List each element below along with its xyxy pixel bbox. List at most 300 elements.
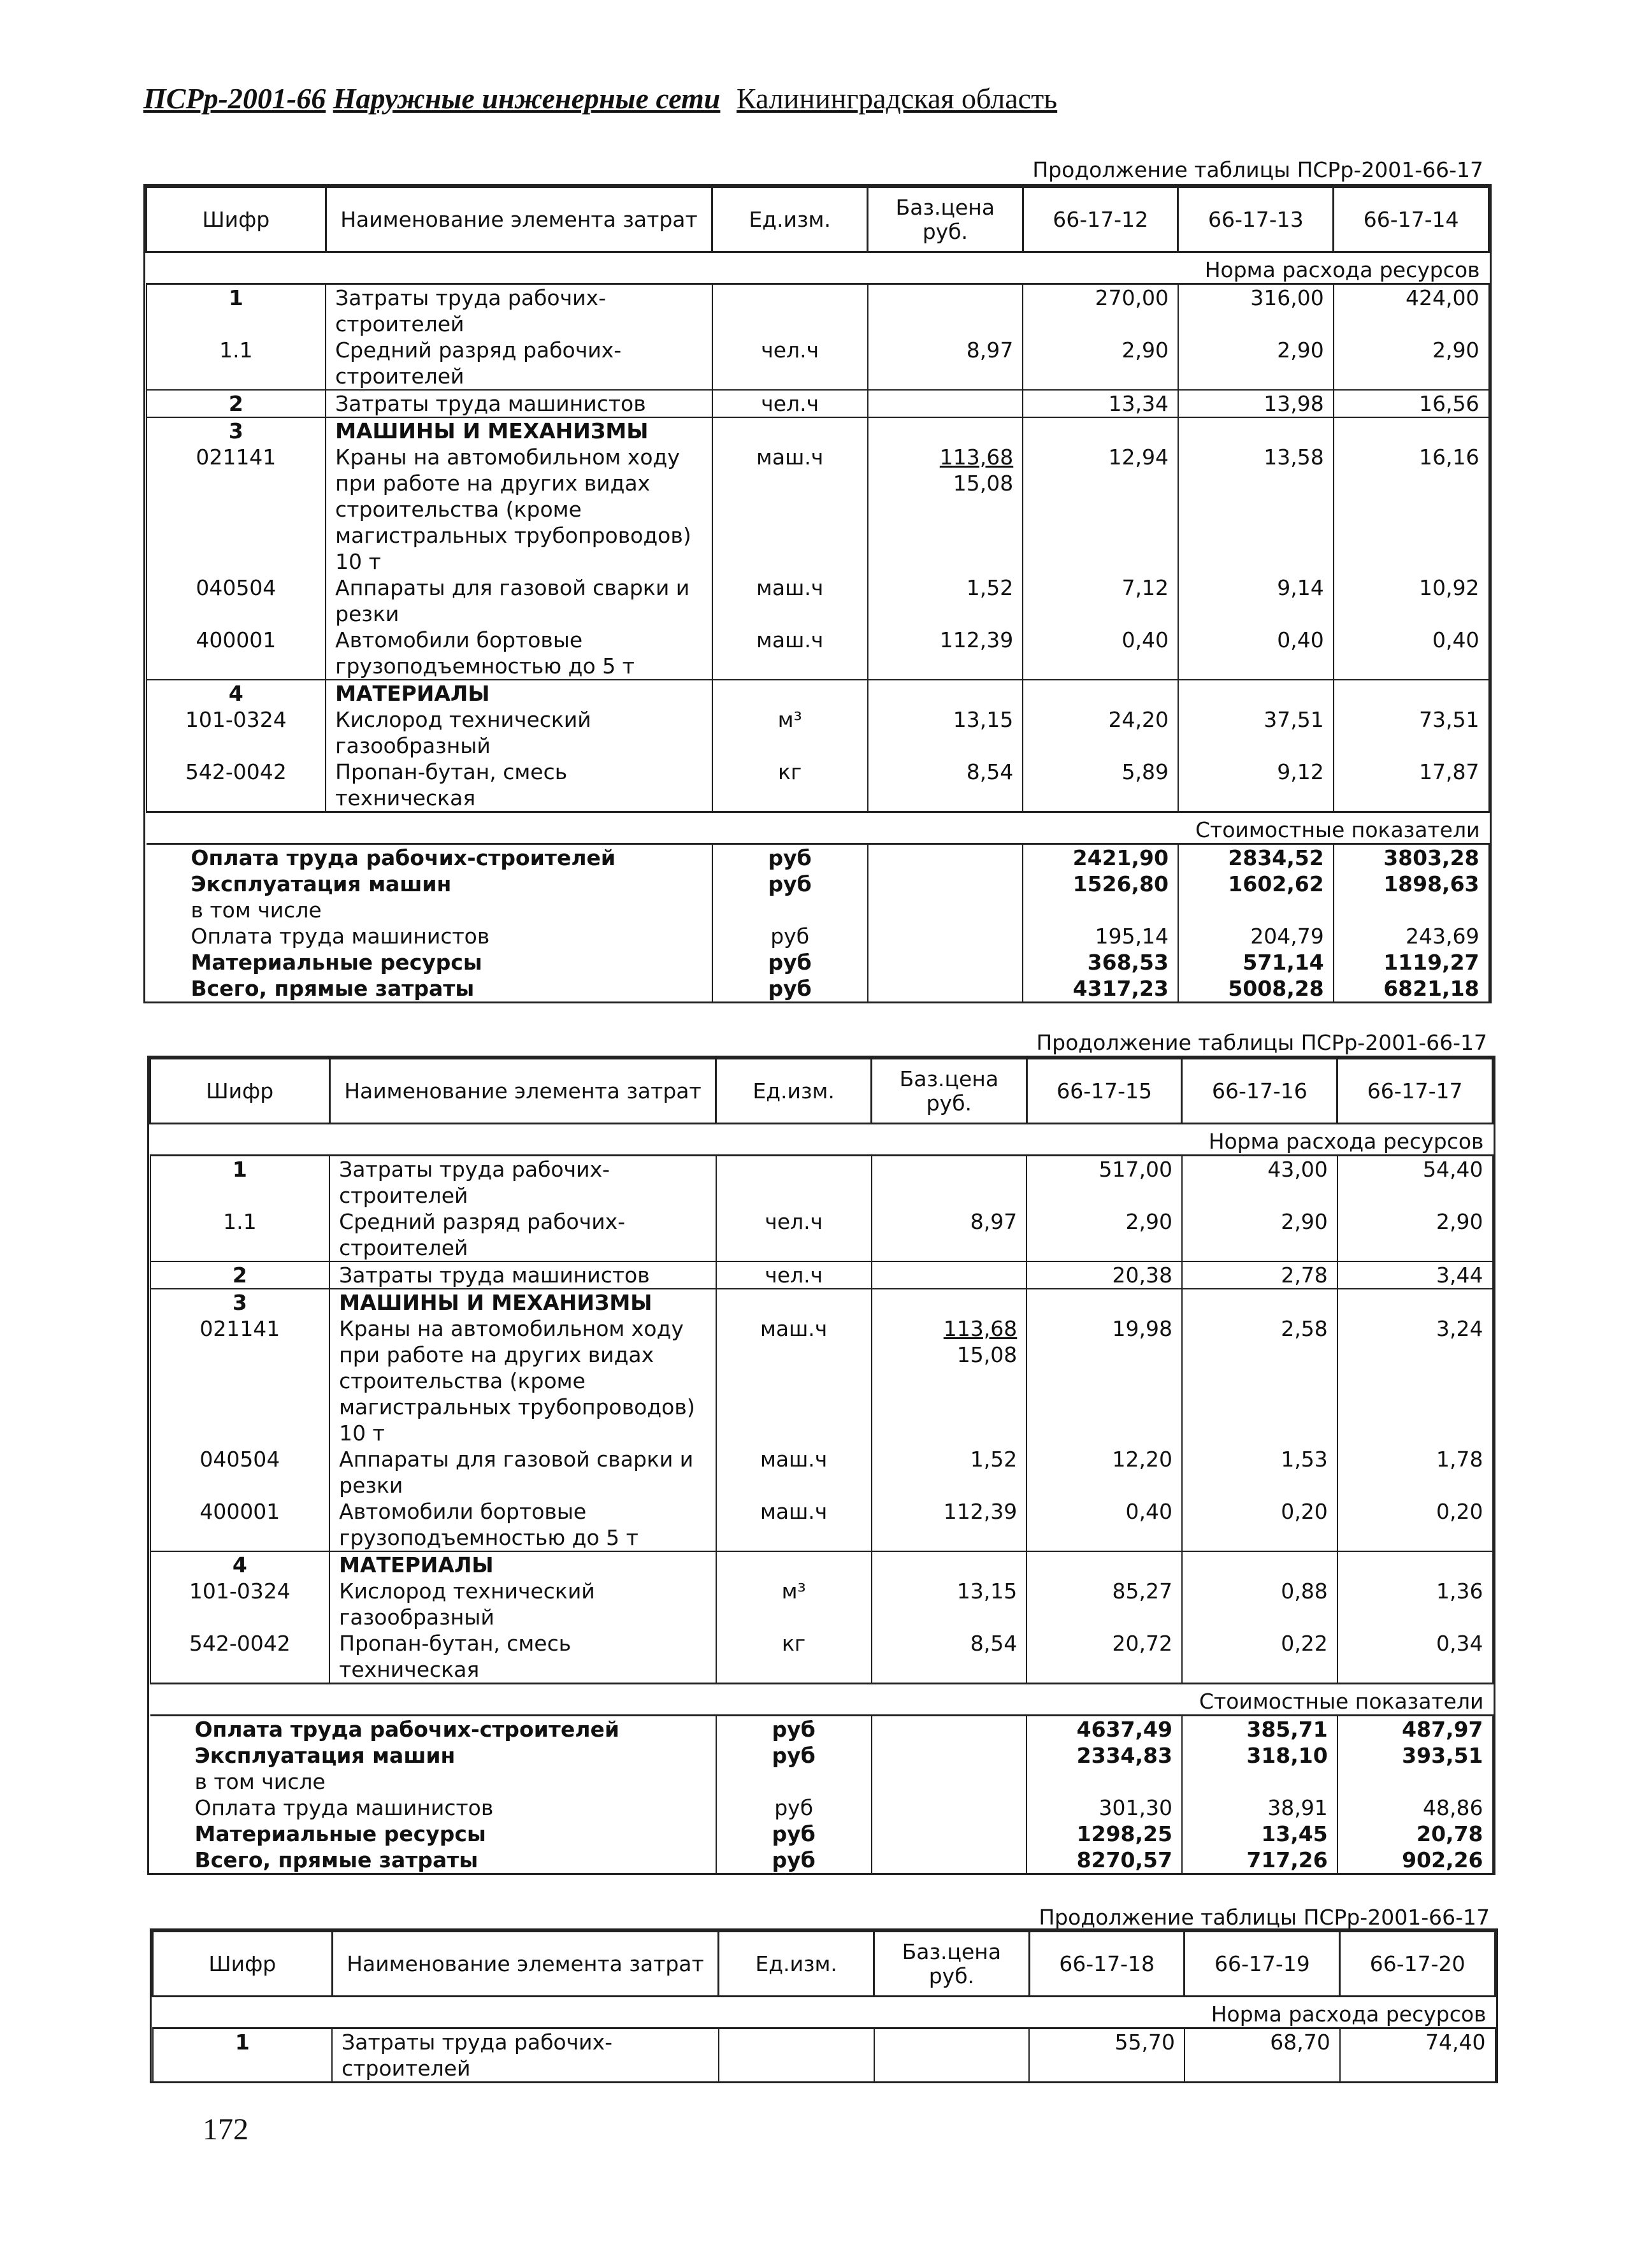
row-price xyxy=(872,1261,1027,1289)
row-code: 1 xyxy=(147,284,326,338)
row-value: 3,24 xyxy=(1337,1316,1493,1446)
cost-value: 301,30 xyxy=(1027,1795,1182,1821)
row-unit: чел.ч xyxy=(712,390,868,417)
row-value: 74,40 xyxy=(1340,2028,1495,2082)
row-name: Затраты труда рабочих-строителей xyxy=(332,2028,719,2082)
row-value: 270,00 xyxy=(1023,284,1178,338)
table-row xyxy=(150,1630,1493,1684)
cost-value: 3803,28 xyxy=(1334,844,1489,872)
row-unit: кг xyxy=(712,759,868,812)
empty-cell xyxy=(1337,1289,1493,1316)
table-row xyxy=(150,1446,1493,1498)
row-value: 0,22 xyxy=(1182,1630,1337,1684)
row-value: 0,88 xyxy=(1182,1578,1337,1630)
column-header: 66-17-17 xyxy=(1337,1059,1493,1124)
row-price: 1,52 xyxy=(868,575,1023,627)
empty-cell xyxy=(1182,1551,1337,1578)
resource-table xyxy=(149,1058,1494,1873)
cost-value: 393,51 xyxy=(1337,1742,1493,1769)
cost-row xyxy=(147,844,1489,872)
row-value: 16,56 xyxy=(1334,390,1489,417)
row-value: 5,89 xyxy=(1023,759,1178,812)
row-value: 54,40 xyxy=(1337,1156,1493,1209)
cost-row xyxy=(147,871,1489,897)
row-value: 0,34 xyxy=(1337,1630,1493,1684)
table-row xyxy=(147,337,1489,390)
row-value: 20,72 xyxy=(1027,1630,1182,1684)
norm-label: Норма расхода ресурсов xyxy=(153,1997,1495,2028)
cost-unit: руб xyxy=(712,975,868,1001)
row-value: 0,40 xyxy=(1334,627,1489,680)
column-header: Шифр xyxy=(153,1932,333,1997)
cost-row xyxy=(150,1742,1493,1769)
empty-cell xyxy=(868,923,1023,949)
cost-value: 2834,52 xyxy=(1178,844,1334,872)
empty-cell xyxy=(1182,1289,1337,1316)
table-continuation-label: Продолжение таблицы ПСРр-2001-66-17 xyxy=(1036,1030,1487,1055)
table-row xyxy=(150,1551,1493,1578)
cost-value: 8270,57 xyxy=(1027,1847,1182,1873)
row-name: Кислород технический газообразный xyxy=(329,1578,716,1630)
page-header xyxy=(143,82,1057,115)
row-price xyxy=(868,444,1023,575)
table-header-row xyxy=(150,1059,1493,1124)
row-code: 2 xyxy=(147,390,326,417)
cost-value xyxy=(1027,1769,1182,1795)
cost-value: 318,10 xyxy=(1182,1742,1337,1769)
cost-unit xyxy=(712,897,868,923)
cost-value: 1526,80 xyxy=(1023,871,1178,897)
row-unit: м³ xyxy=(712,707,868,759)
empty-cell xyxy=(868,417,1023,444)
row-value: 0,40 xyxy=(1178,627,1334,680)
cost-value: 1898,63 xyxy=(1334,871,1489,897)
row-name: Средний разряд рабочих-строителей xyxy=(326,337,712,390)
row-name: Автомобили бортовые грузоподъемностью до 5 т xyxy=(329,1498,716,1551)
column-header: 66-17-14 xyxy=(1334,187,1489,252)
row-unit xyxy=(716,1156,872,1209)
row-value: 13,98 xyxy=(1178,390,1334,417)
price-value: 113,68 xyxy=(939,445,1014,470)
table-row xyxy=(147,680,1489,707)
row-value: 55,70 xyxy=(1029,2028,1185,2082)
column-header: 66-17-20 xyxy=(1340,1932,1495,1997)
cost-value: 368,53 xyxy=(1023,949,1178,975)
row-code: 1 xyxy=(150,1156,330,1209)
cost-unit: руб xyxy=(716,1795,872,1821)
row-price xyxy=(872,1156,1027,1209)
row-unit: м³ xyxy=(716,1578,872,1630)
row-price: 13,15 xyxy=(868,707,1023,759)
row-unit: маш.ч xyxy=(712,575,868,627)
cost-value: 5008,28 xyxy=(1178,975,1334,1001)
section-label-row xyxy=(147,252,1489,284)
cost-value xyxy=(1178,897,1334,923)
column-header: 66-17-15 xyxy=(1027,1059,1182,1124)
row-value: 0,20 xyxy=(1182,1498,1337,1551)
row-price: 13,15 xyxy=(872,1578,1027,1630)
cost-row xyxy=(150,1769,1493,1795)
cost-value: 4637,49 xyxy=(1027,1716,1182,1743)
row-code: 542-0042 xyxy=(150,1630,330,1684)
cost-value: 902,26 xyxy=(1337,1847,1493,1873)
row-value: 2,90 xyxy=(1178,337,1334,390)
cost-value xyxy=(1182,1769,1337,1795)
cost-value: 204,79 xyxy=(1178,923,1334,949)
section-label-row xyxy=(150,1124,1493,1156)
column-header: Наименование элемента затрат xyxy=(332,1932,719,1997)
table-row xyxy=(150,1578,1493,1630)
table-row xyxy=(147,627,1489,680)
table-row xyxy=(147,284,1489,338)
cost-value: 1298,25 xyxy=(1027,1821,1182,1847)
row-unit: чел.ч xyxy=(716,1261,872,1289)
table-row xyxy=(150,1289,1493,1316)
column-header: Баз.цена руб. xyxy=(868,187,1023,252)
row-name: МАТЕРИАЛЫ xyxy=(329,1551,716,1578)
empty-cell xyxy=(868,949,1023,975)
row-value: 1,78 xyxy=(1337,1446,1493,1498)
row-name: Затраты труда рабочих-строителей xyxy=(326,284,712,338)
row-value: 9,14 xyxy=(1178,575,1334,627)
column-header: Ед.изм. xyxy=(719,1932,874,1997)
row-name: МАШИНЫ И МЕХАНИЗМЫ xyxy=(329,1289,716,1316)
row-name: МАШИНЫ И МЕХАНИЗМЫ xyxy=(326,417,712,444)
row-price xyxy=(872,1316,1027,1446)
row-code: 542-0042 xyxy=(147,759,326,812)
row-value: 1,36 xyxy=(1337,1578,1493,1630)
table-row xyxy=(147,390,1489,417)
section-label-row xyxy=(150,1684,1493,1716)
empty-cell xyxy=(872,1742,1027,1769)
row-unit: маш.ч xyxy=(712,627,868,680)
cost-unit xyxy=(716,1769,872,1795)
row-name: Затраты труда машинистов xyxy=(326,390,712,417)
norm-label: Норма расхода ресурсов xyxy=(147,252,1489,284)
row-unit xyxy=(712,284,868,338)
cost-value: 38,91 xyxy=(1182,1795,1337,1821)
cost-value: 4317,23 xyxy=(1023,975,1178,1001)
cost-row xyxy=(150,1716,1493,1743)
column-header: 66-17-19 xyxy=(1185,1932,1340,1997)
row-value: 2,90 xyxy=(1023,337,1178,390)
cost-value: 13,45 xyxy=(1182,1821,1337,1847)
cost-unit: руб xyxy=(712,949,868,975)
cost-name: Оплата труда машинистов xyxy=(194,1795,494,1820)
cost-value: 2421,90 xyxy=(1023,844,1178,872)
cost-value: 487,97 xyxy=(1337,1716,1493,1743)
row-value: 2,78 xyxy=(1182,1261,1337,1289)
cost-row xyxy=(147,949,1489,975)
cost-unit: руб xyxy=(712,923,868,949)
row-value: 12,20 xyxy=(1027,1446,1182,1498)
row-value: 2,58 xyxy=(1182,1316,1337,1446)
table-row xyxy=(150,1156,1493,1209)
row-value: 2,90 xyxy=(1334,337,1489,390)
column-header: 66-17-12 xyxy=(1023,187,1178,252)
empty-cell xyxy=(872,1769,1027,1795)
cost-name: в том числе xyxy=(194,1769,326,1794)
cost-row xyxy=(150,1821,1493,1847)
cost-name: Всего, прямые затраты xyxy=(191,976,475,1001)
row-value: 24,20 xyxy=(1023,707,1178,759)
cost-name: Эксплуатация машин xyxy=(194,1743,456,1768)
row-unit: маш.ч xyxy=(716,1446,872,1498)
row-unit: маш.ч xyxy=(712,444,868,575)
row-value: 20,38 xyxy=(1027,1261,1182,1289)
cost-name: Материальные ресурсы xyxy=(194,1821,486,1846)
table-row xyxy=(147,707,1489,759)
empty-cell xyxy=(1023,417,1178,444)
table-row xyxy=(150,1498,1493,1551)
table-header-row xyxy=(147,187,1489,252)
cost-name: Оплата труда машинистов xyxy=(191,924,490,949)
cost-value: 20,78 xyxy=(1337,1821,1493,1847)
row-price: 112,39 xyxy=(868,627,1023,680)
row-value: 68,70 xyxy=(1185,2028,1340,2082)
row-price: 8,54 xyxy=(872,1630,1027,1684)
table-row xyxy=(147,444,1489,575)
row-value: 73,51 xyxy=(1334,707,1489,759)
row-code: 021141 xyxy=(147,444,326,575)
cost-unit: руб xyxy=(716,1847,872,1873)
empty-cell xyxy=(716,1289,872,1316)
cost-value: 1602,62 xyxy=(1178,871,1334,897)
row-unit: маш.ч xyxy=(716,1316,872,1446)
row-code: 1.1 xyxy=(147,337,326,390)
empty-cell xyxy=(712,680,868,707)
cost-name: Всего, прямые затраты xyxy=(194,1848,479,1872)
row-name: МАТЕРИАЛЫ xyxy=(326,680,712,707)
row-unit: чел.ч xyxy=(716,1209,872,1261)
column-header: 66-17-18 xyxy=(1029,1932,1185,1997)
row-unit: маш.ч xyxy=(716,1498,872,1551)
header-title: Наружные инженерные сети xyxy=(333,82,721,115)
column-header: 66-17-13 xyxy=(1178,187,1334,252)
row-code: 040504 xyxy=(150,1446,330,1498)
cost-value: 48,86 xyxy=(1337,1795,1493,1821)
cost-name: Оплата труда рабочих-строителей xyxy=(194,1717,619,1742)
empty-cell xyxy=(872,1551,1027,1578)
empty-cell xyxy=(868,680,1023,707)
row-code: 4 xyxy=(147,680,326,707)
cost-value: 385,71 xyxy=(1182,1716,1337,1743)
section-label-row xyxy=(147,812,1489,844)
column-header: 66-17-16 xyxy=(1182,1059,1337,1124)
column-header: Наименование элемента затрат xyxy=(326,187,712,252)
cost-name: Оплата труда рабочих-строителей xyxy=(191,845,616,870)
row-value: 19,98 xyxy=(1027,1316,1182,1446)
row-value: 424,00 xyxy=(1334,284,1489,338)
cost-row xyxy=(150,1795,1493,1821)
row-name: Краны на автомобильном ходу при работе на других видах строительства (кроме магистральных трубопроводов) 10 т xyxy=(326,444,712,575)
row-name: Краны на автомобильном ходу при работе на других видах строительства (кроме магистральных трубопроводов) 10 т xyxy=(329,1316,716,1446)
cost-value: 195,14 xyxy=(1023,923,1178,949)
header-code: ПСРр-2001-66 xyxy=(143,82,326,115)
cost-value: 717,26 xyxy=(1182,1847,1337,1873)
column-header: Ед.изм. xyxy=(716,1059,872,1124)
empty-cell xyxy=(712,417,868,444)
empty-cell xyxy=(868,871,1023,897)
empty-cell xyxy=(872,1795,1027,1821)
cost-unit: руб xyxy=(716,1742,872,1769)
row-code: 101-0324 xyxy=(147,707,326,759)
row-value: 13,58 xyxy=(1178,444,1334,575)
cost-name: Эксплуатация машин xyxy=(191,872,452,896)
row-value: 85,27 xyxy=(1027,1578,1182,1630)
cost-unit: руб xyxy=(712,871,868,897)
row-value: 2,90 xyxy=(1027,1209,1182,1261)
empty-cell xyxy=(1334,417,1489,444)
row-value: 0,40 xyxy=(1023,627,1178,680)
empty-cell xyxy=(1337,1551,1493,1578)
row-value: 2,90 xyxy=(1182,1209,1337,1261)
empty-cell xyxy=(868,844,1023,872)
column-header: Шифр xyxy=(147,187,326,252)
resource-table xyxy=(145,186,1490,1001)
row-value: 316,00 xyxy=(1178,284,1334,338)
row-value: 16,16 xyxy=(1334,444,1489,575)
price-value-2: 15,08 xyxy=(956,1342,1018,1367)
cost-row xyxy=(147,975,1489,1001)
row-code: 3 xyxy=(147,417,326,444)
row-code: 101-0324 xyxy=(150,1578,330,1630)
cost-unit: руб xyxy=(716,1821,872,1847)
cost-unit: руб xyxy=(716,1716,872,1743)
row-price: 112,39 xyxy=(872,1498,1027,1551)
table-row xyxy=(147,417,1489,444)
empty-cell xyxy=(868,897,1023,923)
cost-value xyxy=(1337,1769,1493,1795)
row-value: 10,92 xyxy=(1334,575,1489,627)
resource-table xyxy=(152,1930,1496,2081)
row-value: 2,90 xyxy=(1337,1209,1493,1261)
section-label-row xyxy=(153,1997,1495,2028)
empty-cell xyxy=(1023,680,1178,707)
row-value: 3,44 xyxy=(1337,1261,1493,1289)
row-price: 8,97 xyxy=(872,1209,1027,1261)
row-name: Средний разряд рабочих-строителей xyxy=(329,1209,716,1261)
row-code: 3 xyxy=(150,1289,330,1316)
price-value: 113,68 xyxy=(943,1316,1018,1341)
row-value: 43,00 xyxy=(1182,1156,1337,1209)
row-name: Затраты труда машинистов xyxy=(329,1261,716,1289)
row-value: 1,53 xyxy=(1182,1446,1337,1498)
table-row xyxy=(153,2028,1495,2082)
page-number: 172 xyxy=(203,2113,249,2146)
cost-unit: руб xyxy=(712,844,868,872)
cost-value xyxy=(1023,897,1178,923)
row-code: 400001 xyxy=(147,627,326,680)
row-value: 517,00 xyxy=(1027,1156,1182,1209)
row-value: 13,34 xyxy=(1023,390,1178,417)
row-code: 4 xyxy=(150,1551,330,1578)
row-code: 1.1 xyxy=(150,1209,330,1261)
empty-cell xyxy=(872,1716,1027,1743)
row-price xyxy=(868,284,1023,338)
row-code: 021141 xyxy=(150,1316,330,1446)
column-header: Шифр xyxy=(150,1059,330,1124)
cost-row xyxy=(147,897,1489,923)
cost-label: Стоимостные показатели xyxy=(147,812,1489,844)
column-header: Ед.изм. xyxy=(712,187,868,252)
cost-name: Материальные ресурсы xyxy=(191,950,482,975)
price-value-2: 15,08 xyxy=(953,471,1014,496)
row-value: 7,12 xyxy=(1023,575,1178,627)
cost-label: Стоимостные показатели xyxy=(150,1684,1493,1716)
empty-cell xyxy=(872,1847,1027,1873)
row-unit: кг xyxy=(716,1630,872,1684)
row-value: 17,87 xyxy=(1334,759,1489,812)
row-unit: чел.ч xyxy=(712,337,868,390)
column-header: Наименование элемента затрат xyxy=(329,1059,716,1124)
cost-value: 571,14 xyxy=(1178,949,1334,975)
empty-cell xyxy=(872,1289,1027,1316)
header-region: Калининградская область xyxy=(736,82,1058,115)
row-name: Кислород технический газообразный xyxy=(326,707,712,759)
table-row xyxy=(147,759,1489,812)
row-price xyxy=(874,2028,1030,2082)
cost-value: 6821,18 xyxy=(1334,975,1489,1001)
row-code: 2 xyxy=(150,1261,330,1289)
cost-value xyxy=(1334,897,1489,923)
row-value: 0,40 xyxy=(1027,1498,1182,1551)
cost-row xyxy=(150,1847,1493,1873)
cost-value: 2334,83 xyxy=(1027,1742,1182,1769)
cost-value: 243,69 xyxy=(1334,923,1489,949)
table-row xyxy=(150,1261,1493,1289)
table-row xyxy=(150,1316,1493,1446)
cost-value: 1119,27 xyxy=(1334,949,1489,975)
row-code: 040504 xyxy=(147,575,326,627)
row-value: 12,94 xyxy=(1023,444,1178,575)
empty-cell xyxy=(716,1551,872,1578)
empty-cell xyxy=(868,975,1023,1001)
row-value: 37,51 xyxy=(1178,707,1334,759)
table-row xyxy=(147,575,1489,627)
row-price: 8,97 xyxy=(868,337,1023,390)
row-code: 400001 xyxy=(150,1498,330,1551)
row-price xyxy=(868,390,1023,417)
empty-cell xyxy=(1178,680,1334,707)
row-value: 0,20 xyxy=(1337,1498,1493,1551)
cost-row xyxy=(147,923,1489,949)
row-name: Затраты труда рабочих-строителей xyxy=(329,1156,716,1209)
column-header: Баз.цена руб. xyxy=(872,1059,1027,1124)
empty-cell xyxy=(1027,1551,1182,1578)
row-price: 1,52 xyxy=(872,1446,1027,1498)
table-header-row xyxy=(153,1932,1495,1997)
row-price: 8,54 xyxy=(868,759,1023,812)
table-row xyxy=(150,1209,1493,1261)
row-code: 1 xyxy=(153,2028,333,2082)
norm-label: Норма расхода ресурсов xyxy=(150,1124,1493,1156)
row-name: Пропан-бутан, смесь техническая xyxy=(326,759,712,812)
empty-cell xyxy=(1027,1289,1182,1316)
row-value: 9,12 xyxy=(1178,759,1334,812)
row-name: Аппараты для газовой сварки и резки xyxy=(326,575,712,627)
cost-name: в том числе xyxy=(191,898,322,922)
table-continuation-label: Продолжение таблицы ПСРр-2001-66-17 xyxy=(1039,1905,1490,1930)
row-name: Аппараты для газовой сварки и резки xyxy=(329,1446,716,1498)
table-continuation-label: Продолжение таблицы ПСРр-2001-66-17 xyxy=(1032,157,1483,182)
row-name: Автомобили бортовые грузоподъемностью до 5 т xyxy=(326,627,712,680)
empty-cell xyxy=(1178,417,1334,444)
column-header: Баз.цена руб. xyxy=(874,1932,1030,1997)
empty-cell xyxy=(872,1821,1027,1847)
row-name: Пропан-бутан, смесь техническая xyxy=(329,1630,716,1684)
row-unit xyxy=(719,2028,874,2082)
